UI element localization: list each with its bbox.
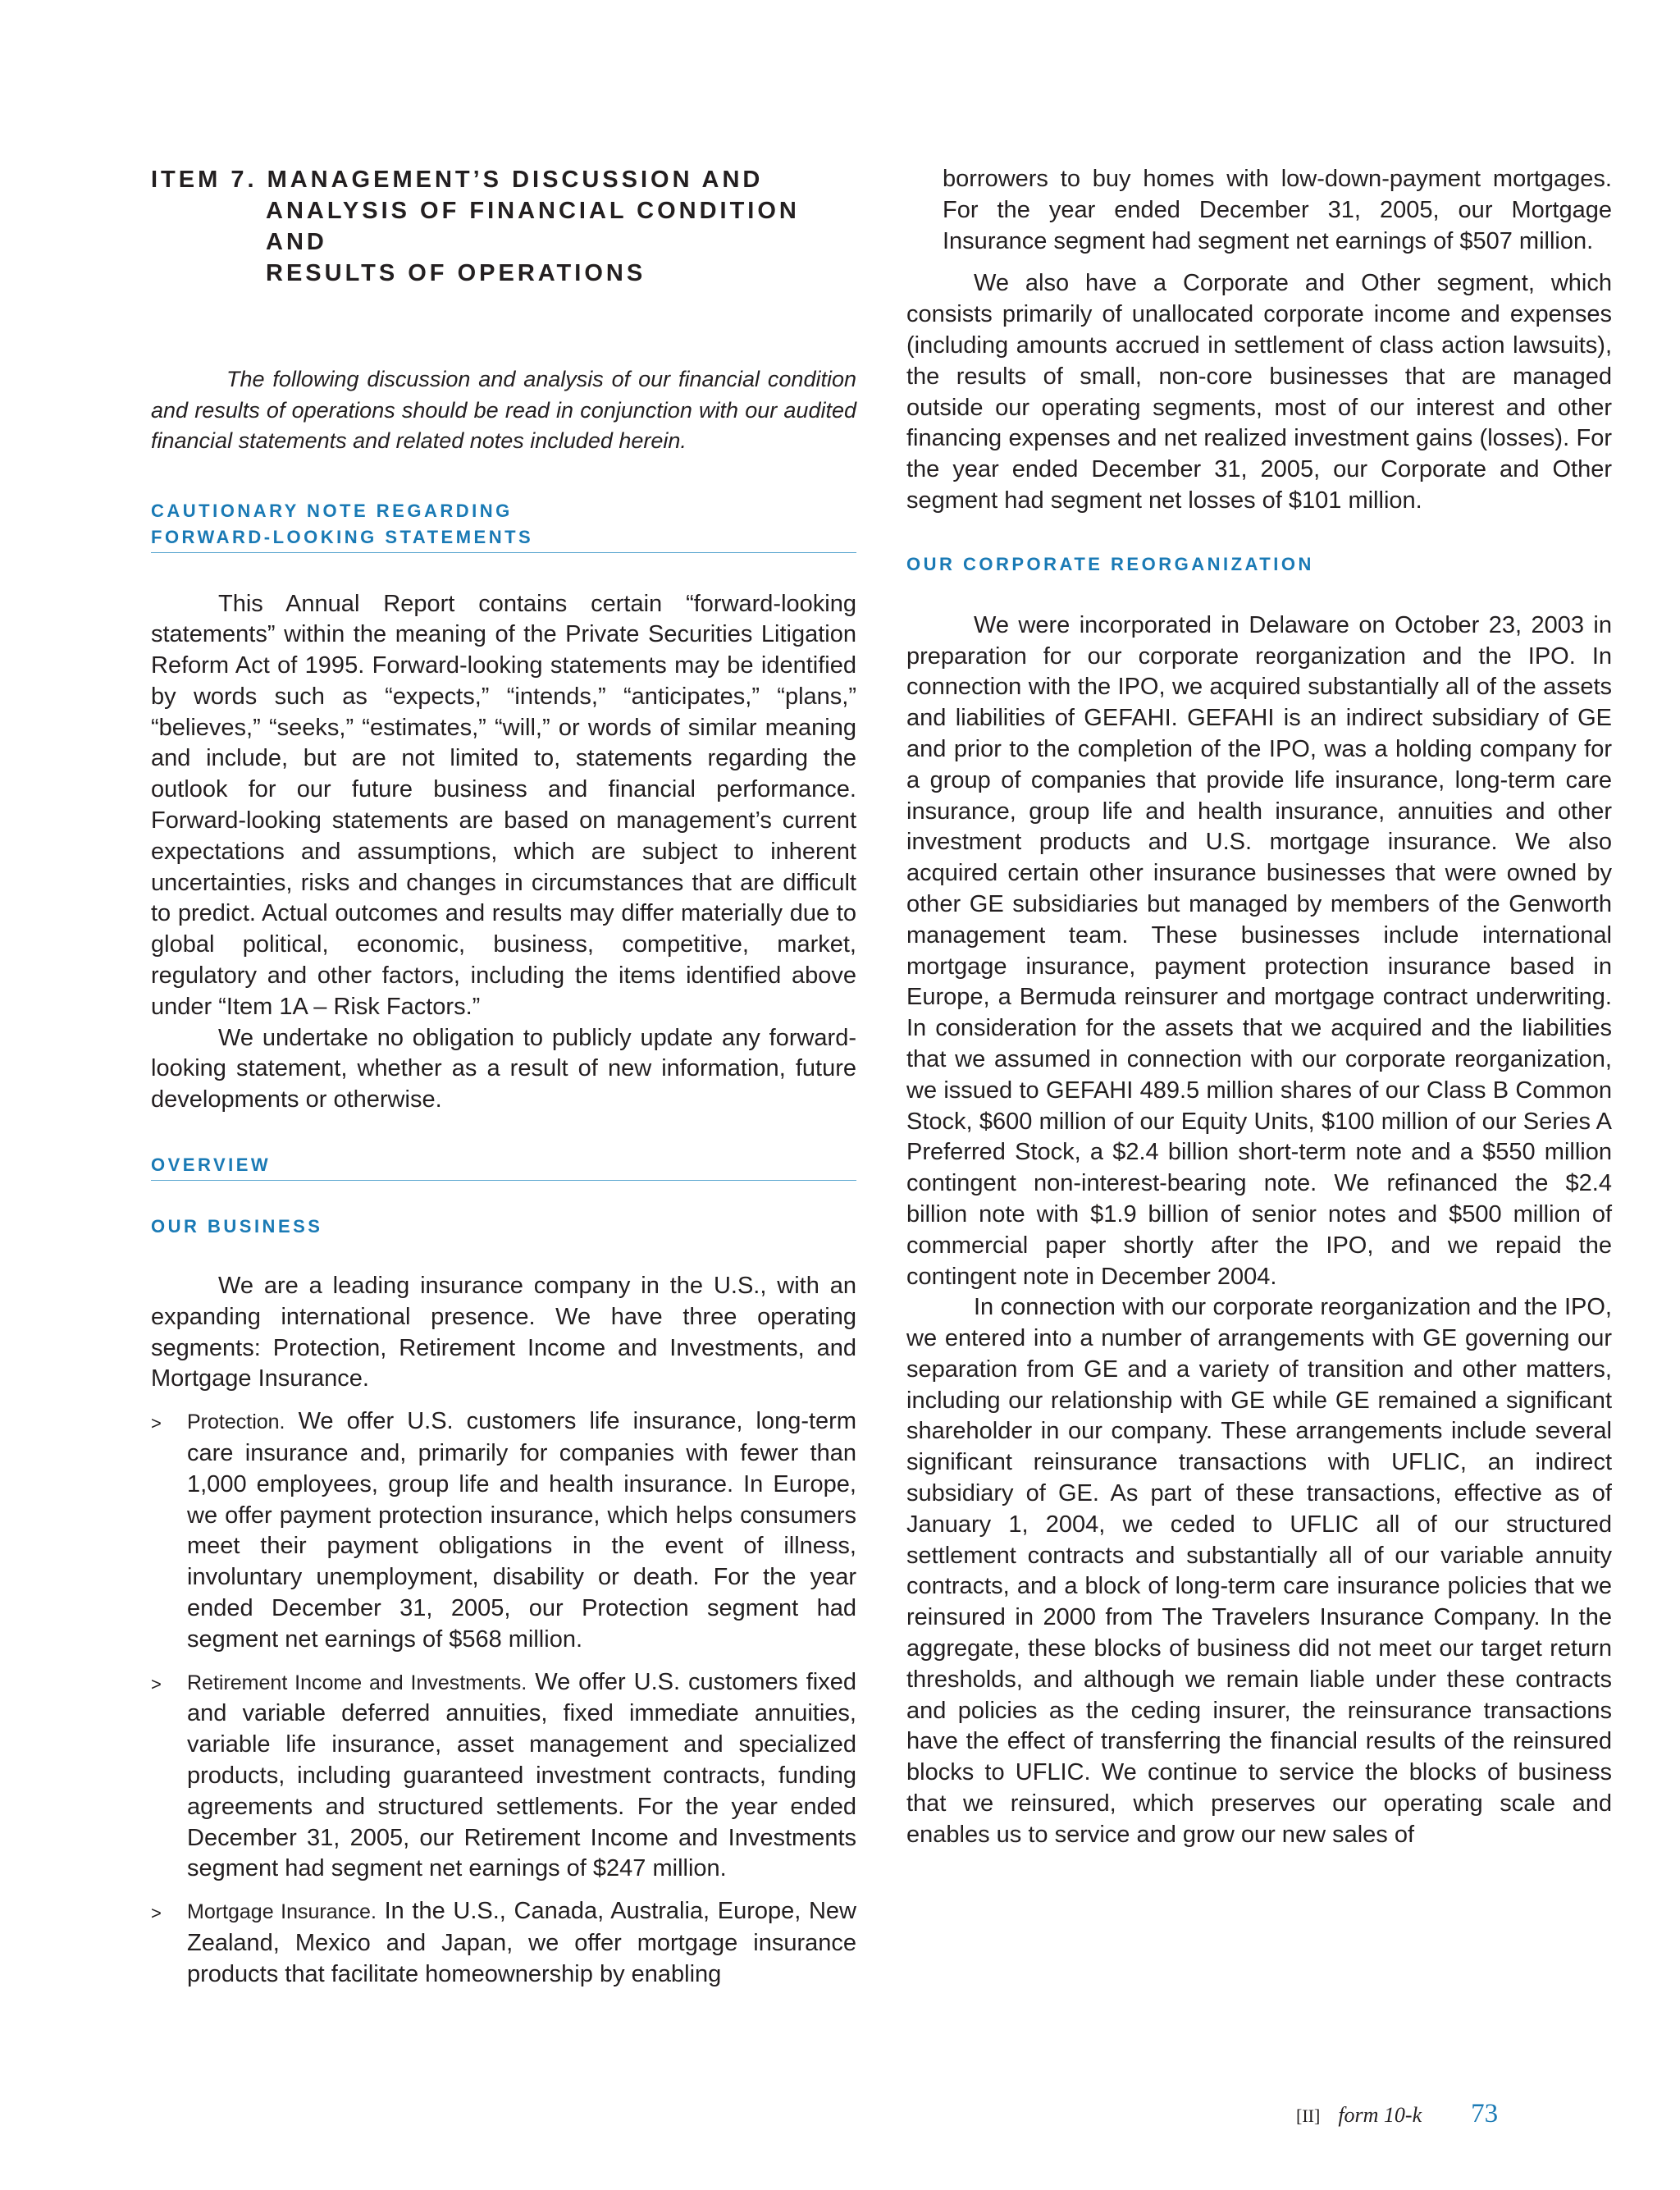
footer-form: form 10-k: [1338, 2103, 1422, 2127]
list-item: [151, 1896, 856, 1990]
overview-heading: OVERVIEW: [151, 1152, 856, 1181]
title-line-1: ITEM 7. MANAGEMENT’S DISCUSSION AND: [151, 167, 764, 193]
left-column: [151, 164, 856, 1991]
our-business-heading: OUR BUSINESS: [151, 1216, 323, 1237]
bullet-text: We offer U.S. customers life insurance, long-term care insurance and, primarily for companies with fewer than 1,000 employees, group life and health insurance. In Europe, we offer payment protection insurance, which helps consumers meet their payment obligations in the event of illness, involuntary unemployment, disability or death. For the year ended December 31, 2005, our Protection segment had segment net earnings of $568 million.: [187, 1408, 856, 1653]
title-line-2: ANALYSIS OF FINANCIAL CONDITION AND: [266, 198, 800, 255]
cautionary-paragraph-2: We undertake no obligation to publicly update any forward-looking statement, whether as a result of new information, future developments or otherwise.: [151, 1024, 856, 1113]
bullet-text: In the U.S., Canada, Australia, Europe, New Zealand, Mexico and Japan, we offer mortgage insurance products that facilitate homeownership by enabling: [187, 1898, 856, 1987]
overview-section: [151, 1152, 856, 1991]
reorganization-heading: OUR CORPORATE REORGANIZATION: [906, 553, 1314, 574]
cautionary-heading-line-2: FORWARD-LOOKING STATEMENTS: [151, 524, 856, 553]
list-item: [151, 1667, 856, 1886]
bullet-marker-icon: >: [151, 1903, 162, 1924]
cautionary-section: [151, 498, 856, 1117]
page-number: 73: [1471, 2099, 1499, 2128]
reorganization-paragraph-2: In connection with our corporate reorganization and the IPO, we entered into a number of arrangements with GE governing our separation from GE and a variety of transition and other matters, including our relationship with GE while GE remained a significant shareholder in our company. These arrangements include several significant reinsurance transactions with UFLIC, an indirect subsidiary of GE. As part of these transactions, effective as of January 1, 2004, we ceded to UFLIC all of our structured settlement contracts and substantially all of our variable annuity contracts, and a block of long-term care insurance policies that we reinsured in 2000 from The Travelers Insurance Company. In the aggregate, these blocks of business did not meet our target return thresholds, and although we remain liable under these contracts and policies as the ceding insurer, the reinsurance transactions have the effect of transferring the financial results of the reinsured blocks to UFLIC. We continue to service the blocks of business that we reinsured, which preserves our operating scale and enables us to service and grow our new sales of: [906, 1294, 1612, 1848]
right-column: [906, 164, 1612, 1851]
overview-paragraph: We are a leading insurance company in the U.S., with an expanding international presence. We have three operating segments: Protection, Retirement Income and Investments, and Mortgage Insurance.: [151, 1273, 856, 1392]
title-line-3: RESULTS OF OPERATIONS: [266, 260, 646, 286]
bullet-text: We offer U.S. customers fixed and variable deferred annuities, fixed immediate annuities, variable life insurance, asset management and specialized products, including guaranteed investment contracts, funding agreements and structured settlements. For the year ended December 31, 2005, our Retirement Income and Investments segment had segment net earnings of $247 million.: [187, 1668, 856, 1882]
reorganization-paragraph-1: We were incorporated in Delaware on October 23, 2003 in preparation for our corporate reorganization and the IPO. In connection with the IPO, we acquired substantially all of the assets and liabilities of GEFAHI. GEFAHI is an indirect subsidiary of GE and prior to the completion of the IPO, was a holding company for a group of companies that provide life insurance, long-term care insurance, group life and health insurance, annuities and other investment products and U.S. mortgage insurance. We also acquired certain other insurance businesses that were owned by other GE subsidiaries but managed by members of the Genworth management team. These businesses include international mortgage insurance, payment protection insurance based in Europe, a Bermuda reinsurer and mortgage contract underwriting. In consideration for the assets that we acquired and the liabilities that we assumed in connection with our corporate reorganization, we issued to GEFAHI 489.5 million shares of our Class B Common Stock, $600 million of our Equity Units, $100 million of our Series A Preferred Stock, a $2.4 billion short-term note and a $550 million contingent non-interest-bearing note. We refinanced the $2.4 billion note with $1.9 billion of senior notes and $500 million of commercial paper shortly after the IPO, and we repaid the contingent note in December 2004.: [906, 611, 1612, 1290]
list-item: [151, 1406, 856, 1655]
corporate-segment-paragraph: We also have a Corporate and Other segment, which consists primarily of unallocated corporate income and expenses (including amounts accrued in settlement of class action lawsuits), the results of small, non-core businesses that are managed outside our operating segments, most of our interest and other financing expenses and net realized investment gains (losses). For the year ended December 31, 2005, our Corporate and Other segment had segment net losses of $101 million.: [906, 270, 1612, 514]
continued-paragraph: borrowers to buy homes with low-down-payment mortgages. For the year ended December 31, 2005, our Mortgage Insurance segment had segment net earnings of $507 million.: [943, 166, 1612, 254]
bullet-lead: Mortgage Insurance.: [187, 1900, 377, 1924]
bullet-lead: Protection.: [187, 1410, 285, 1434]
intro-paragraph: The following discussion and analysis of our financial condition and results of operations should be read in conjunction with our audited financial statements and related notes included herein.: [151, 367, 856, 453]
page-footer: [1296, 2099, 1498, 2129]
page-title: [151, 164, 856, 289]
cautionary-heading: [151, 498, 856, 553]
cautionary-heading-line-1: CAUTIONARY NOTE REGARDING: [151, 500, 513, 521]
bullet-marker-icon: >: [151, 1673, 162, 1694]
cautionary-paragraph-1: This Annual Report contains certain “forward-looking statements” within the meaning of the Private Securities Litigation Reform Act of 1995. Forward-looking statements may be identified by words such as “expects,” “intends,” “anticipates,” “plans,” “believes,” “seeks,” “estimates,” “will,” or words of similar meaning and include, but are not limited to, statements regarding the outlook for our future business and financial performance. Forward-looking statements are based on management’s current expectations and assumptions, which are subject to inherent uncertainties, risks and changes in circumstances that are difficult to predict. Actual outcomes and results may differ materially due to global political, economic, business, competitive, market, regulatory and other factors, including the items identified above under “Item 1A – Risk Factors.”: [151, 590, 856, 1020]
segment-list: [151, 1406, 856, 1990]
footer-section: [II]: [1296, 2105, 1321, 2126]
bullet-marker-icon: >: [151, 1413, 162, 1434]
bullet-lead: Retirement Income and Investments.: [187, 1671, 527, 1694]
